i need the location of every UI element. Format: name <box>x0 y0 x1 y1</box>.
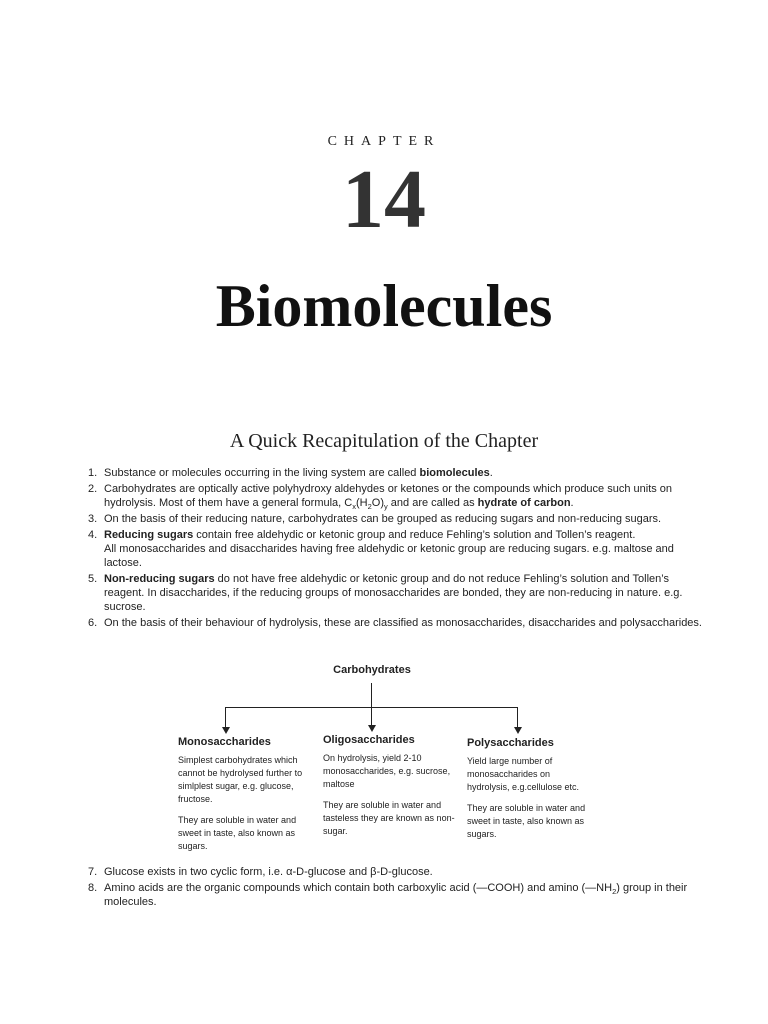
text-run: ) group in their molecules. <box>104 882 688 908</box>
list-number: 6. <box>88 617 98 629</box>
branch-title: Polysaccharides <box>467 737 554 749</box>
text-run: . <box>489 467 493 479</box>
list-item <box>88 482 708 510</box>
chapter-number: 14 <box>342 153 426 246</box>
text-run: Amino acids are the organic compounds which contain both carboxylic acid (—COOH) and amino (—NH <box>104 882 613 894</box>
branch-description: Yield large number of monosaccharides on hydrolysis, e.g.cellulose etc. <box>467 756 580 792</box>
bold-term: Reducing sugars <box>104 529 194 541</box>
text-run: On the basis of their reducing nature, carbohydrates can be grouped as reducing sugars and non-reducing sugars. <box>104 513 662 525</box>
list-number: 5. <box>88 573 98 585</box>
text-run: On the basis of their behaviour of hydrolysis, these are classified as monosaccharides, disaccharides and polysaccharides. <box>104 617 702 629</box>
tree-root-label: Carbohydrates <box>333 664 411 676</box>
branch-title: Monosaccharides <box>178 736 271 748</box>
text-run: . <box>570 497 574 509</box>
text-run: All monosaccharides and disaccharides having free aldehydic or ketonic group are reducing sugars. e.g. maltose and lactose. <box>104 543 674 569</box>
list-number: 2. <box>88 483 98 495</box>
points-list-b <box>88 865 708 911</box>
branch-title: Oligosaccharides <box>323 734 415 746</box>
subscript: 2 <box>367 502 372 512</box>
bold-term: Non-reducing sugars <box>104 573 215 585</box>
text-run: and are called as <box>387 497 478 509</box>
tree-drop-line-left <box>225 707 226 727</box>
list-item <box>88 528 708 570</box>
text-run: (H <box>355 497 368 509</box>
branch-properties: They are soluble in water and sweet in taste, also known as sugars. <box>178 815 297 851</box>
bold-term: biomolecules <box>419 467 490 479</box>
list-number: 8. <box>88 882 98 894</box>
recap-heading: A Quick Recapitulation of the Chapter <box>229 430 539 452</box>
list-number: 7. <box>88 866 98 878</box>
tree-stem-line <box>371 683 372 707</box>
branch-description: Simplest carbohydrates which cannot be hydrolysed further to simlplest sugar, e.g. glucose, fructose. <box>178 755 303 804</box>
subscript: x <box>352 502 356 512</box>
list-item <box>88 512 708 526</box>
branch-properties: They are soluble in water and tasteless they are known as non-sugar. <box>323 800 455 836</box>
tree-drop-line-right <box>517 707 518 727</box>
list-item <box>88 466 708 480</box>
text-run: O) <box>371 497 384 509</box>
branch-oligosaccharides <box>323 734 455 846</box>
list-item <box>88 616 708 630</box>
list-item <box>88 881 708 909</box>
text-run: Substance or molecules occurring in the living system are called <box>104 467 420 479</box>
list-item <box>88 865 708 879</box>
branch-properties: They are soluble in water and sweet in taste, also known as sugars. <box>467 803 586 839</box>
branch-monosaccharides <box>178 736 314 861</box>
list-number: 4. <box>88 529 98 541</box>
list-number: 3. <box>88 513 98 525</box>
list-item <box>88 572 708 614</box>
branch-description: On hydrolysis, yield 2-10 monosaccharides, e.g. sucrose, maltose <box>323 753 451 789</box>
subscript: 2 <box>612 887 617 897</box>
subscript: y <box>384 502 388 512</box>
list-number: 1. <box>88 467 98 479</box>
arrowhead-middle <box>368 725 376 732</box>
text-run: contain free aldehydic or ketonic group and reduce Fehling’s solution and Tollen’s reagent. <box>193 529 636 541</box>
arrowhead-left <box>222 727 230 734</box>
chapter-label: CHAPTER <box>327 134 441 149</box>
text-run: do not have free aldehydic or ketonic group and do not reduce Fehling’s solution and Tollen’s reagent. In disaccharides, if the reducing groups of monosaccharides are bonded, they are non-reducing in nature. e.g. sucrose. <box>104 573 683 613</box>
chapter-title: Biomolecules <box>215 273 553 339</box>
bold-term: hydrate of carbon <box>477 497 571 509</box>
arrowhead-right <box>514 727 522 734</box>
branch-polysaccharides <box>467 737 595 849</box>
points-list-a <box>88 466 708 632</box>
tree-drop-line-middle <box>371 707 372 725</box>
text-run: Carbohydrates are optically active polyhydroxy aldehydes or ketones or the compounds which produce such units on hydrolysis. Most of them have a general formula, C <box>104 483 673 509</box>
text-run: Glucose exists in two cyclic form, i.e. α-D-glucose and β-D-glucose. <box>104 866 433 878</box>
